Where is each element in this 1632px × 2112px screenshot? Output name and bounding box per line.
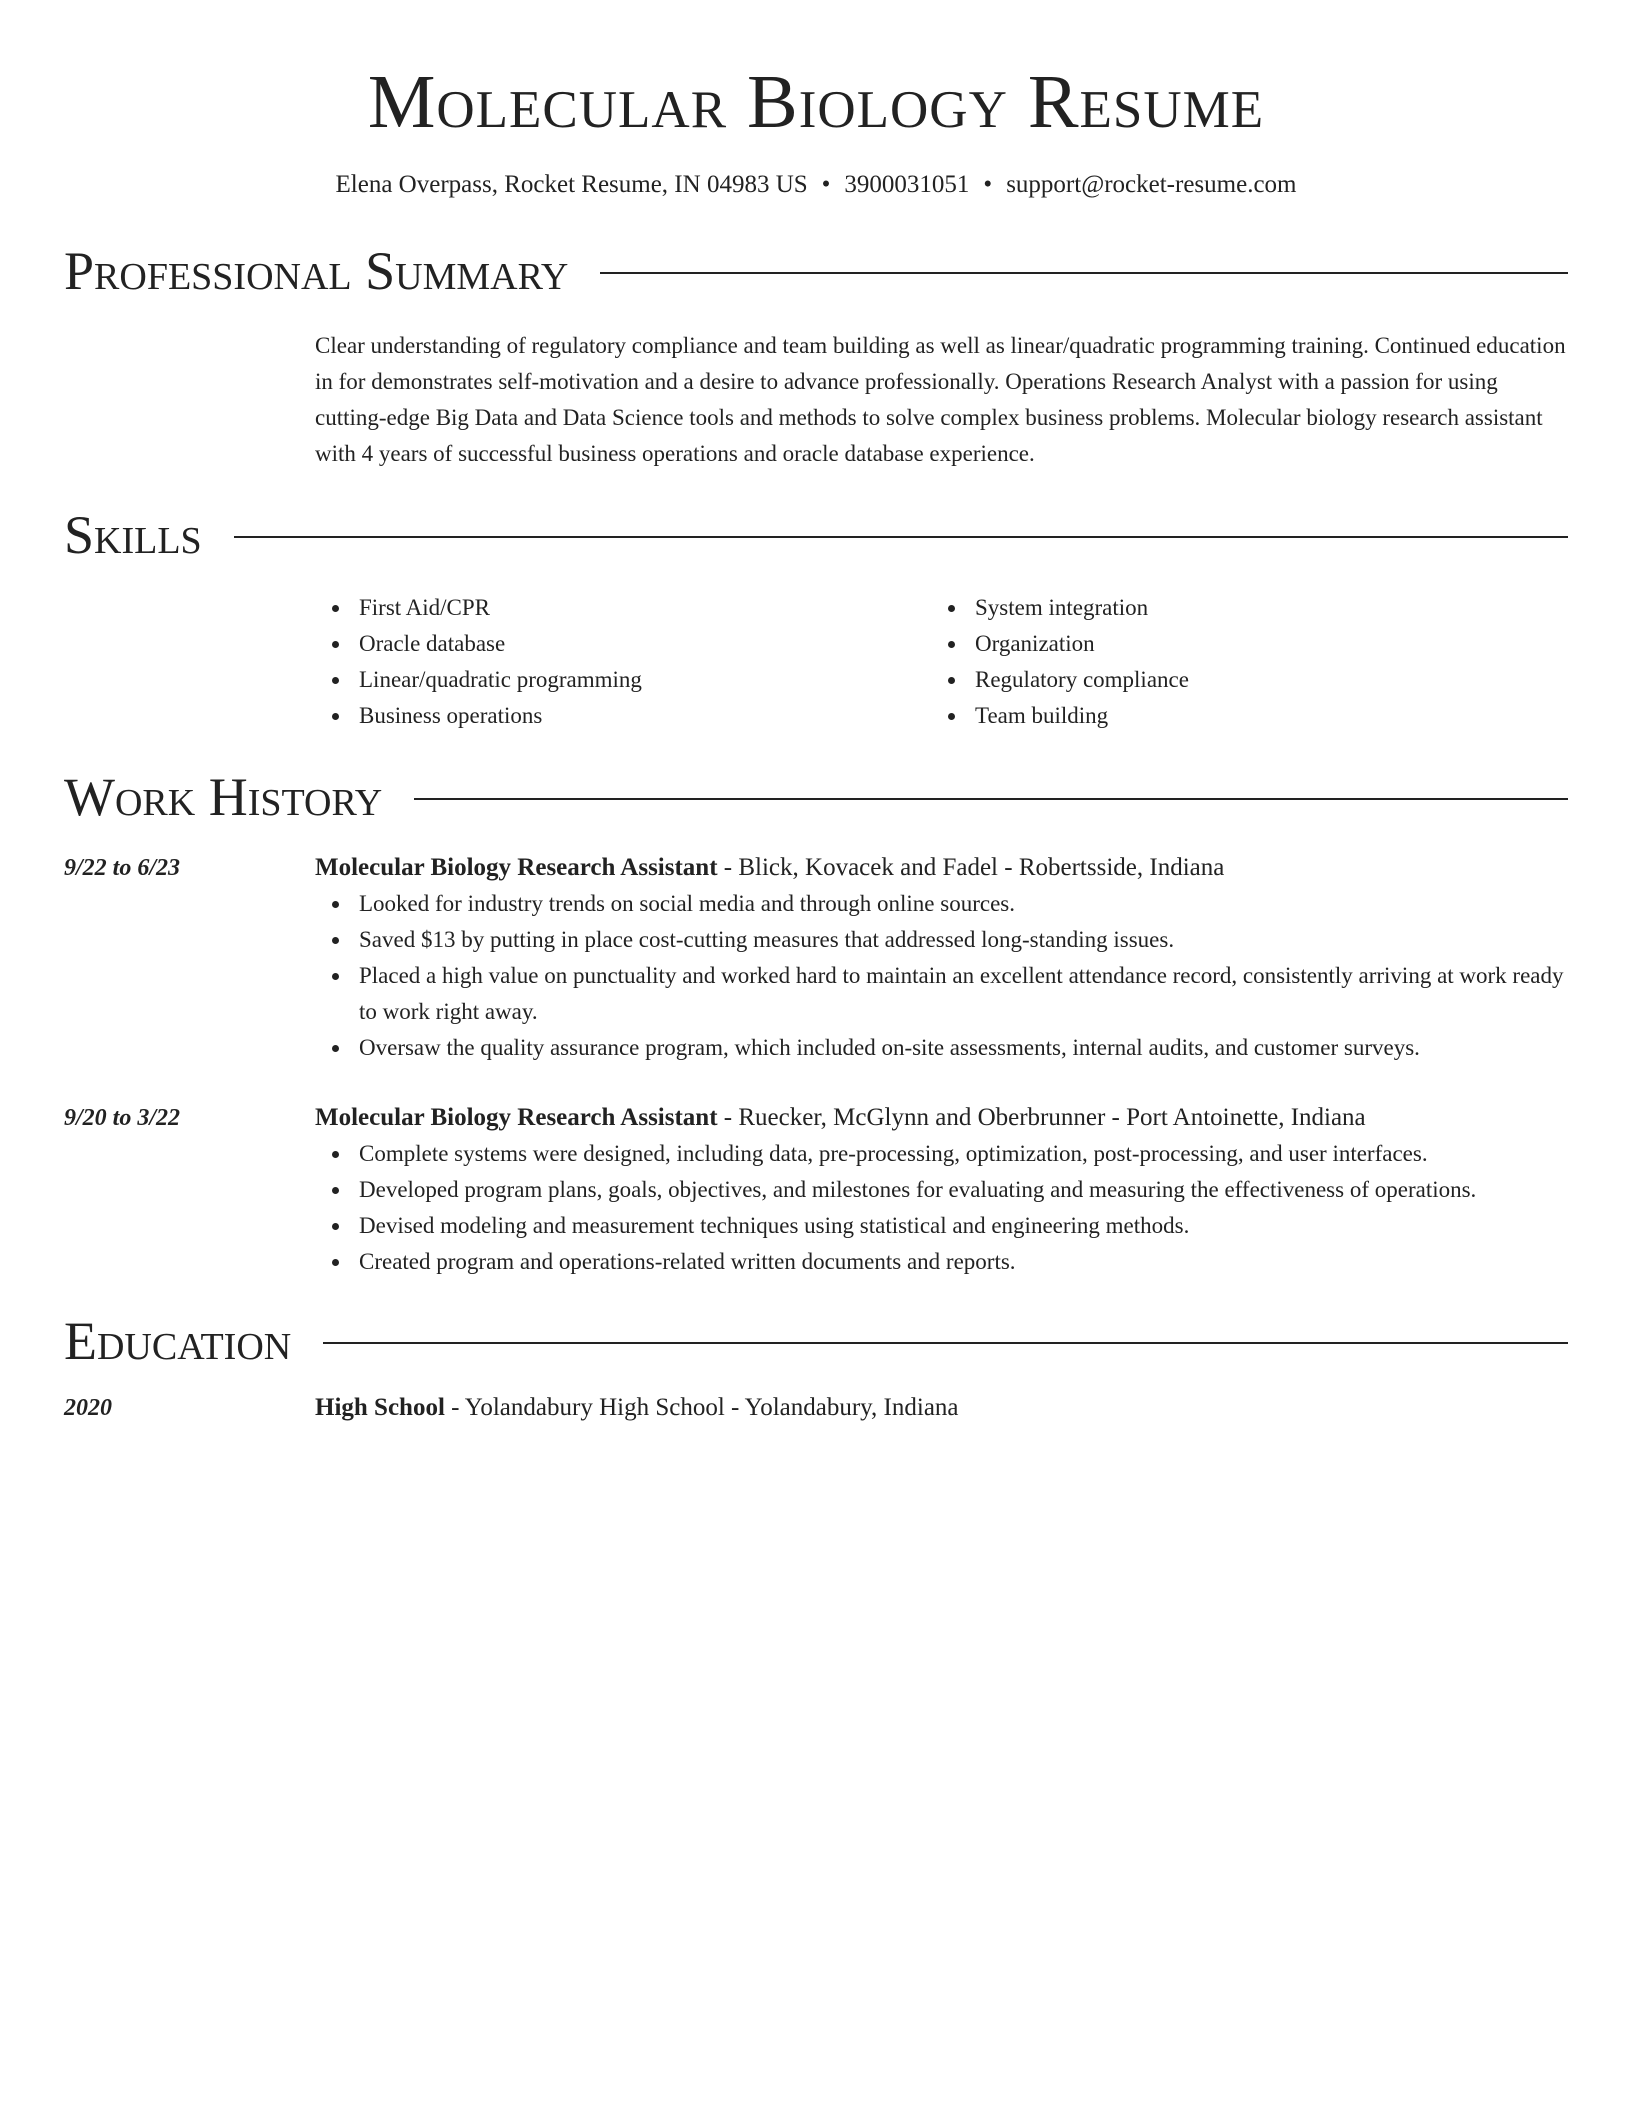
education-details: - Yolandabury High School - Yolandabury, Indiana — [444, 1394, 959, 1421]
job-bullet: Saved $13 by putting in place cost-cutting measures that addressed long-standing issues. — [359, 922, 1568, 958]
section-divider — [600, 272, 1568, 274]
work-entry — [64, 850, 1568, 1066]
contact-separator: • — [983, 171, 993, 198]
job-bullet: Complete systems were designed, including data, pre-processing, optimization, post-processing, and user interfaces. — [359, 1136, 1568, 1172]
skill-item: Oracle database — [359, 626, 931, 662]
contact-line — [64, 168, 1568, 202]
summary-section-header — [64, 236, 1568, 306]
job-bullet: Developed program plans, goals, objectives, and milestones for evaluating and measuring the effectiveness of operations. — [359, 1172, 1568, 1208]
work-dates: 9/22 to 6/23 — [64, 855, 181, 881]
education-title — [315, 1390, 1568, 1426]
work-heading: Work History — [64, 767, 383, 827]
skills-section-header — [64, 500, 1568, 570]
skills-column-right — [931, 590, 1547, 734]
job-bullet: Oversaw the quality assurance program, which included on-site assessments, internal audits, and customer surveys. — [359, 1030, 1568, 1066]
skill-item: Linear/quadratic programming — [359, 662, 931, 698]
skills-heading: Skills — [64, 505, 202, 565]
skill-item: System integration — [975, 590, 1547, 626]
summary-text: Clear understanding of regulatory compliance and team building as well as linear/quadratic programming training. Continued education in for demonstrates self-motivation and a desire to advance professionally. Operations Research Analyst with a passion for using cutting-edge Big Data and Data Science tools and methods to solve complex business problems. Molecular biology research assistant with 4 years of successful business operations and oracle database experience. — [315, 333, 1566, 466]
skill-item: First Aid/CPR — [359, 590, 931, 626]
work-title — [315, 1100, 1568, 1136]
education-degree: High School — [315, 1394, 445, 1421]
education-section-header — [64, 1306, 1568, 1376]
job-details: - Blick, Kovacek and Fadel - Robertsside, Indiana — [717, 854, 1225, 881]
work-section-header — [64, 762, 1568, 832]
skills-column-left — [315, 590, 931, 734]
job-bullet: Looked for industry trends on social media and through online sources. — [359, 886, 1568, 922]
resume-title: Molecular Biology Resume — [367, 60, 1265, 144]
job-bullet: Placed a high value on punctuality and worked hard to maintain an excellent attendance record, consistently arriving at work ready to work right away. — [359, 958, 1568, 1030]
job-bullet: Devised modeling and measurement techniques using statistical and engineering methods. — [359, 1208, 1568, 1244]
skill-item: Team building — [975, 698, 1547, 734]
job-details: - Ruecker, McGlynn and Oberbrunner - Port Antoinette, Indiana — [717, 1104, 1366, 1131]
job-bullets — [315, 1136, 1568, 1280]
section-divider — [234, 536, 1568, 538]
section-divider — [414, 798, 1568, 800]
job-bullets — [315, 886, 1568, 1066]
education-entry — [64, 1390, 1568, 1426]
skill-item: Regulatory compliance — [975, 662, 1547, 698]
job-bullet: Created program and operations-related written documents and reports. — [359, 1244, 1568, 1280]
work-dates: 9/20 to 3/22 — [64, 1105, 181, 1131]
summary-heading: Professional Summary — [64, 241, 569, 301]
skills-list — [64, 590, 1568, 734]
contact-email: support@rocket-resume.com — [1006, 171, 1297, 198]
contact-phone: 3900031051 — [844, 171, 970, 198]
education-heading: Education — [64, 1311, 292, 1371]
section-divider — [323, 1342, 1568, 1344]
skill-item: Business operations — [359, 698, 931, 734]
contact-address: Elena Overpass, Rocket Resume, IN 04983 US — [335, 171, 808, 198]
job-role: Molecular Biology Research Assistant — [315, 854, 718, 881]
work-title — [315, 850, 1568, 886]
job-role: Molecular Biology Research Assistant — [315, 1104, 718, 1131]
contact-separator: • — [821, 171, 831, 198]
work-entry — [64, 1100, 1568, 1280]
education-year: 2020 — [64, 1395, 112, 1421]
skill-item: Organization — [975, 626, 1547, 662]
